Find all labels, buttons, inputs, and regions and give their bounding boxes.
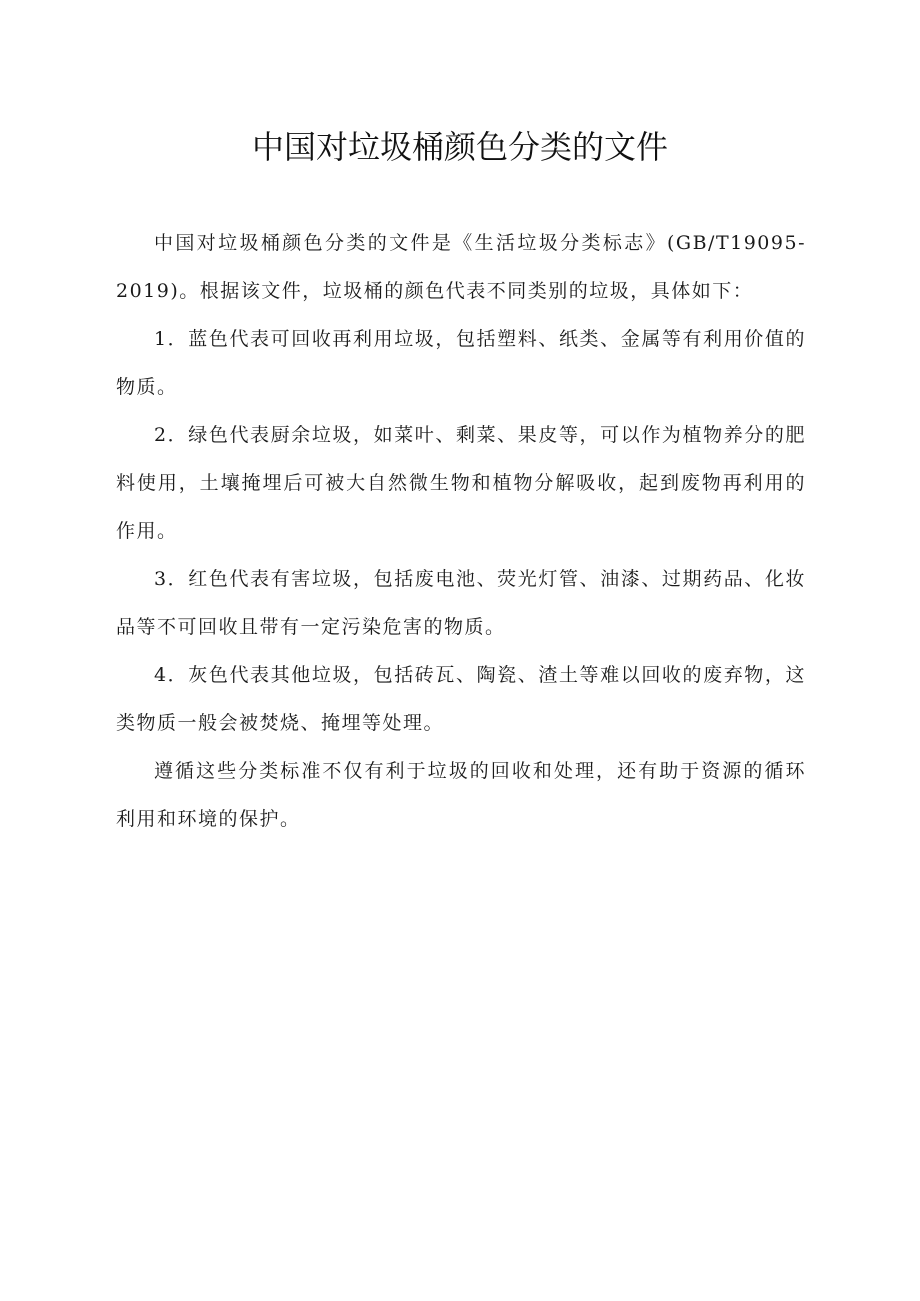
gray-bin-paragraph: 4．灰色代表其他垃圾，包括砖瓦、陶瓷、渣土等难以回收的废弃物，这类物质一般会被焚烧、掩埋等处理。 — [116, 664, 806, 734]
document-title: 中国对垃圾桶颜色分类的文件 — [251, 128, 668, 166]
document-body — [116, 219, 806, 843]
blue-bin-paragraph: 1．蓝色代表可回收再利用垃圾，包括塑料、纸类、金属等有利用价值的物质。 — [116, 328, 806, 398]
intro-paragraph: 中国对垃圾桶颜色分类的文件是《生活垃圾分类标志》(GB/T19095-2019)。根据该文件，垃圾桶的颜色代表不同类别的垃圾，具体如下： — [116, 232, 806, 302]
conclusion-paragraph: 遵循这些分类标准不仅有利于垃圾的回收和处理，还有助于资源的循环利用和环境的保护。 — [116, 760, 806, 830]
red-bin-paragraph: 3．红色代表有害垃圾，包括废电池、荧光灯管、油漆、过期药品、化妆品等不可回收且带有一定污染危害的物质。 — [116, 568, 806, 638]
green-bin-paragraph: 2．绿色代表厨余垃圾，如菜叶、剩菜、果皮等，可以作为植物养分的肥料使用，土壤掩埋后可被大自然微生物和植物分解吸收，起到废物再利用的作用。 — [116, 424, 806, 542]
